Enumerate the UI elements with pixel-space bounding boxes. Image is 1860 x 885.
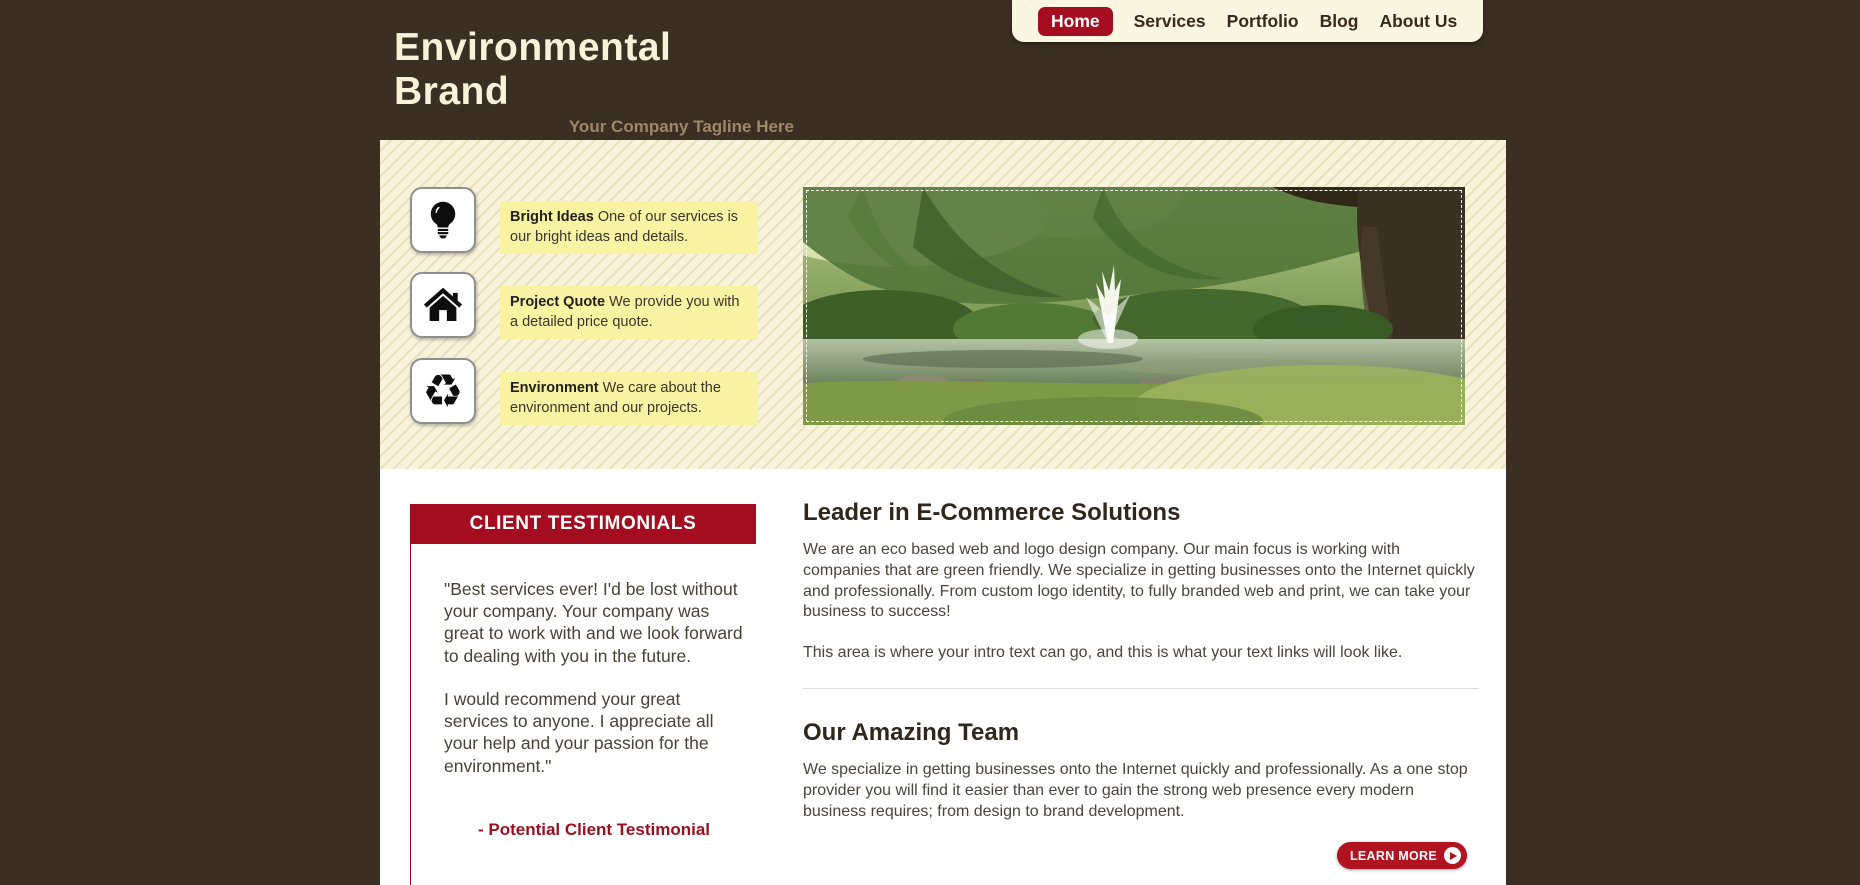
feature-environment-text [500, 372, 758, 425]
intro-banner-section [380, 140, 1506, 469]
testimonials-header: CLIENT TESTIMONIALS [410, 504, 756, 544]
nav-item-home[interactable]: Home [1038, 7, 1113, 36]
testimonial-paragraph-1: "Best services ever! I'd be lost without your company. Your company was great to work with and we look forward to dealing with you in the future. [444, 579, 743, 666]
play-icon [1444, 847, 1461, 864]
content-section [380, 469, 1506, 885]
hero-image [803, 187, 1465, 425]
nav-item-portfolio[interactable]: Portfolio [1226, 10, 1299, 31]
testimonial-attribution: - Potential Client Testimonial [477, 819, 711, 839]
garden-photo [803, 187, 1465, 425]
feature-description: We care about the environment and our projects. [510, 380, 721, 416]
home-icon [410, 272, 476, 338]
nav-item-blog[interactable]: Blog [1319, 10, 1359, 31]
ecommerce-paragraph: We are an eco based web and logo design company. Our main focus is working with companies that are green friendly. We specialize in getting businesses onto the Internet quickly and professionally. From custom logo identity, to fully branded web and print, we can take your business to success! [803, 541, 1475, 621]
feature-bright-ideas-text [500, 201, 758, 254]
nav-item-services[interactable]: Services [1133, 10, 1206, 31]
nav-item-about-us[interactable]: About Us [1379, 10, 1458, 31]
learn-more-button[interactable] [1337, 842, 1467, 869]
feature-environment [410, 358, 770, 430]
learn-more-label: LEARN MORE [1349, 848, 1437, 863]
main-content [803, 499, 1479, 869]
site-logo[interactable]: Environmental Brand [394, 26, 672, 113]
feature-project-quote [410, 272, 770, 344]
ecommerce-heading: Leader in E-Commerce Solutions [803, 499, 1181, 526]
intro-note: This area is where your intro text can go, and this is what your text links will look like. [803, 644, 1403, 662]
feature-project-quote-text [500, 286, 758, 339]
testimonials-sidebar [410, 504, 756, 885]
section-divider [803, 688, 1479, 689]
team-paragraph: We specialize in getting businesses onto the Internet quickly and professionally. As a one stop provider you will find it easier than ever to gain the strong web presence every modern business requires; from design to brand development. [803, 760, 1468, 820]
feature-title: Environment [510, 380, 599, 396]
feature-bright-ideas [410, 187, 770, 259]
main-navigation [1012, 0, 1483, 42]
testimonials-body [410, 544, 756, 885]
feature-title: Bright Ideas [510, 209, 594, 225]
team-heading: Our Amazing Team [803, 718, 1020, 746]
site-tagline: Your Company Tagline Here [568, 117, 794, 136]
site-logo-block [394, 26, 794, 137]
feature-description: One of our services is our bright ideas and details. [510, 209, 739, 245]
feature-description: We provide you with a detailed price quote. [510, 294, 740, 330]
learn-more-row [803, 842, 1479, 869]
lightbulb-icon [410, 187, 476, 253]
feature-title: Project Quote [510, 294, 606, 310]
recycle-icon: ♻ [410, 358, 476, 424]
testimonial-paragraph-2: I would recommend your great services to anyone. I appreciate all your help and your passion for the environment." [444, 688, 714, 776]
content-container [380, 140, 1506, 885]
